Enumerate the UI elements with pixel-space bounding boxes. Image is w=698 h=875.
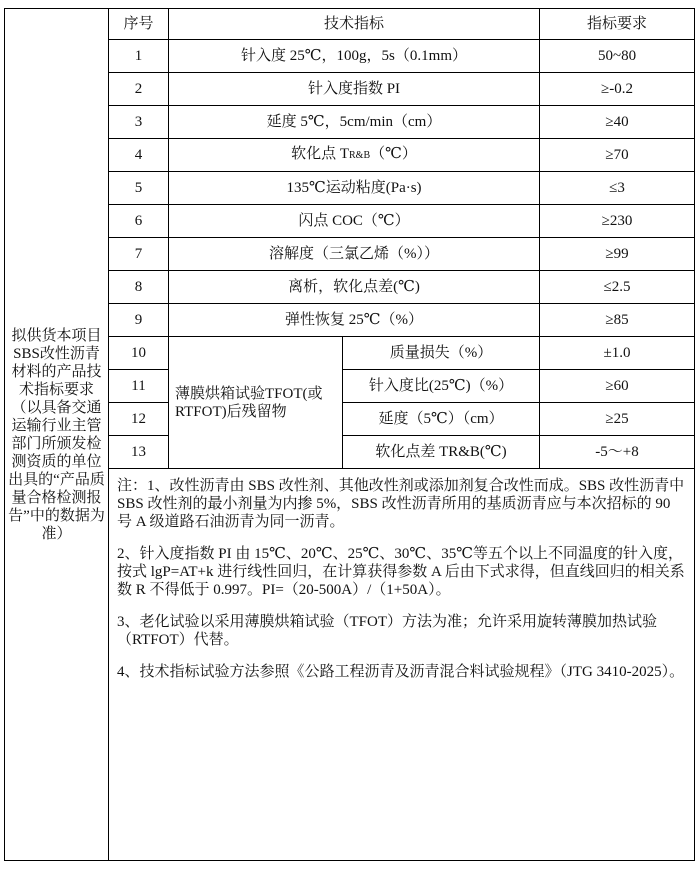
header-no: 序号 bbox=[109, 9, 169, 40]
left-heading: 拟供货本项目SBS改性沥青材料的产品技术指标要求（以具备交通运输行业主管部门所颁发检测资质的单位出具的“产品质量合格检测报告”中的数据为准） bbox=[5, 9, 109, 861]
row-no: 11 bbox=[109, 370, 169, 403]
note-2: 2、针入度指数 PI 由 15℃、20℃、25℃、30℃、35℃等五个以上不同温度的针入度，按式 lgP=AT+k 进行线性回归，在计算获得参数 A 后由下式求得，但直线回归的相关系数 R 不得低于 0.997。PI=（20-500A）/（1+50A）。 bbox=[117, 546, 685, 598]
table-row bbox=[5, 139, 695, 172]
row-no: 7 bbox=[109, 238, 169, 271]
table-row bbox=[5, 403, 695, 436]
row-requirement: -5～+8 bbox=[540, 436, 695, 469]
row-indicator: 针入度指数 PI bbox=[169, 73, 540, 106]
row-no: 3 bbox=[109, 106, 169, 139]
note-4: 4、技术指标试验方法参照《公路工程沥青及沥青混合料试验规程》（JTG 3410-2025）。 bbox=[117, 664, 685, 680]
row-no: 5 bbox=[109, 172, 169, 205]
row-no: 4 bbox=[109, 139, 169, 172]
table-row bbox=[5, 238, 695, 271]
table-row bbox=[5, 337, 695, 370]
tfot-group-label: 薄膜烘箱试验TFOT(或 RTFOT)后残留物 bbox=[169, 337, 343, 469]
row-no: 6 bbox=[109, 205, 169, 238]
row-requirement: ≥99 bbox=[540, 238, 695, 271]
table-row bbox=[5, 73, 695, 106]
row-indicator: 离析，软化点差(℃) bbox=[169, 271, 540, 304]
row-indicator: 溶解度（三氯乙烯（%）） bbox=[169, 238, 540, 271]
table-row bbox=[5, 370, 695, 403]
row-indicator: 闪点 COC（℃） bbox=[169, 205, 540, 238]
header-requirement: 指标要求 bbox=[540, 9, 695, 40]
softening-point-unit: （℃） bbox=[370, 146, 417, 162]
row-indicator bbox=[169, 139, 540, 172]
row-indicator: 软化点差 TR&B(℃) bbox=[343, 436, 540, 469]
table-row bbox=[5, 271, 695, 304]
row-indicator: 弹性恢复 25℃（%） bbox=[169, 304, 540, 337]
row-requirement: ≥-0.2 bbox=[540, 73, 695, 106]
row-requirement: ≤2.5 bbox=[540, 271, 695, 304]
table-row bbox=[5, 304, 695, 337]
softening-point-subscript: R&B bbox=[349, 150, 371, 161]
row-no: 9 bbox=[109, 304, 169, 337]
row-no: 13 bbox=[109, 436, 169, 469]
table-row bbox=[5, 205, 695, 238]
row-requirement: ≤3 bbox=[540, 172, 695, 205]
table-row bbox=[5, 40, 695, 73]
note-3: 3、老化试验以采用薄膜烘箱试验（TFOT）方法为准；允许采用旋转薄膜加热试验（RTFOT）代替。 bbox=[117, 614, 658, 648]
row-no: 1 bbox=[109, 40, 169, 73]
row-requirement: 50~80 bbox=[540, 40, 695, 73]
row-requirement: ≥230 bbox=[540, 205, 695, 238]
row-requirement: ≥40 bbox=[540, 106, 695, 139]
row-requirement: ±1.0 bbox=[540, 337, 695, 370]
header-indicator: 技术指标 bbox=[169, 9, 540, 40]
row-indicator: 延度 5℃，5cm/min（cm） bbox=[169, 106, 540, 139]
note-1: 注：1、改性沥青由 SBS 改性剂、其他改性剂或添加剂复合改性而成。SBS 改性沥青中 SBS 改性剂的最小剂量为内掺 5%，SBS 改性沥青所用的基质沥青应与本次招标的 90 号 A 级道路石油沥青为同一沥青。 bbox=[117, 478, 685, 530]
row-no: 10 bbox=[109, 337, 169, 370]
technical-spec-table bbox=[4, 8, 695, 861]
row-indicator: 针入度比(25℃)（%） bbox=[343, 370, 540, 403]
row-requirement: ≥70 bbox=[540, 139, 695, 172]
softening-point-label: 软化点 T bbox=[291, 146, 350, 162]
table-row bbox=[5, 106, 695, 139]
notes-cell bbox=[109, 469, 695, 861]
row-indicator: 质量损失（%） bbox=[343, 337, 540, 370]
row-indicator: 针入度 25℃，100g，5s（0.1mm） bbox=[169, 40, 540, 73]
table-row bbox=[5, 436, 695, 469]
row-requirement: ≥60 bbox=[540, 370, 695, 403]
row-indicator: 延度（5℃）（cm） bbox=[343, 403, 540, 436]
row-no: 8 bbox=[109, 271, 169, 304]
table-row bbox=[5, 172, 695, 205]
row-indicator: 135℃运动粘度(Pa·s) bbox=[169, 172, 540, 205]
row-requirement: ≥85 bbox=[540, 304, 695, 337]
row-requirement: ≥25 bbox=[540, 403, 695, 436]
row-no: 2 bbox=[109, 73, 169, 106]
row-no: 12 bbox=[109, 403, 169, 436]
